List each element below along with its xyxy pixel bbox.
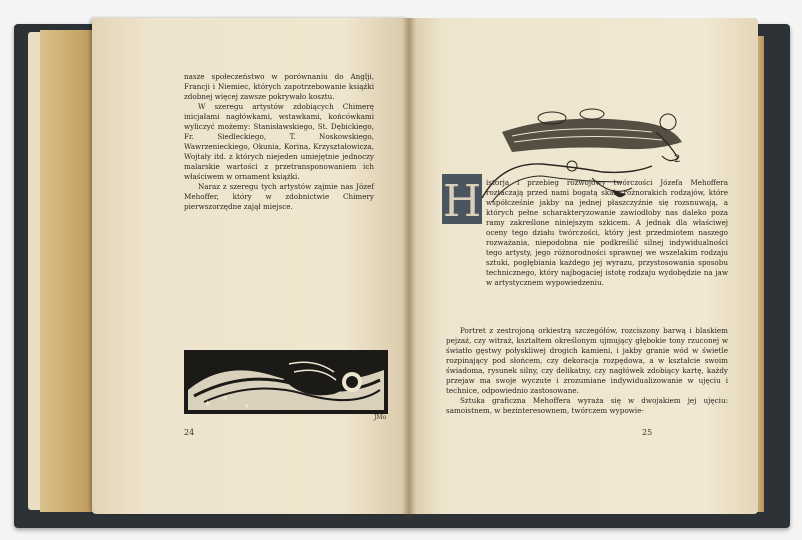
left-page bbox=[92, 18, 408, 514]
svg-text:2: 2 bbox=[674, 154, 681, 165]
page-number-left: 24 bbox=[184, 428, 195, 437]
left-paragraph: nasze społeczeństwo w porównaniu do Anglji, Francji i Niemiec, których zapotrzebowanie książki zdobnej więcej zawsze pokrywało kosztu. bbox=[184, 72, 374, 101]
right-page bbox=[408, 18, 758, 514]
left-page-text bbox=[184, 72, 374, 212]
woodcut-tailpiece bbox=[184, 350, 388, 414]
svg-text:★: ★ bbox=[222, 394, 229, 402]
woodcut-monogram: JMo bbox=[374, 414, 387, 421]
right-first-paragraph bbox=[486, 178, 728, 288]
drop-cap-ornament bbox=[442, 174, 482, 224]
left-paragraph: W szeregu artystów zdobiących Chimerę inicjałami nagłówkami, wstawkami, końcówkami wyliczyć możemy: Stanisławskiego, St. Dębickiego, Fr. Siedleckiego, T. Noskowskiego, Wawrzenieckiego, Okunia, Korina, Krzyształowicza, Wojtały itd. z których niejeden umiejętnie jednoczy malarskie wartości z przetransponowaniem ich właściwem w ornament książki. bbox=[184, 102, 374, 181]
right-paragraph: Sztuka graficzna Mehoffera wyraża się w dwojakiem jej ujęciu: samoistnem, w bezinteresownem, twórczem wypowie- bbox=[446, 396, 728, 415]
left-paragraph: Naraz z szeregu tych artystów zajmie nas Józef Mehoffer, który w zdobnictwie Chimery pierwszorzędne zajął miejsce. bbox=[184, 182, 374, 211]
page-number-right: 25 bbox=[642, 428, 653, 437]
right-paragraph: istorja i przebieg rozwojowy twórczości Józefa Mehoffera roztaczają przed nami bogatą skalę różnorakich rodzajów, które współcześnie jakby na jednej płaszczyźnie się rozsnuwają, a których pełne scharakteryzowanie zawiodłoby nas daleko poza ramy zakreślone niniejszym szkicem. A jednak dla właściwej oceny tego działu twórczości, który jest przedmiotem naszego rozważania, niepodobna nie podkreślić silnej indywidualności tego artysty, jego różnorodności sprawnej we wszelakim rodzaju sztuki, pogłębiania każdego jej wyrazu, przystosowania sposobu technicznego, który najbogaciej istotę rodzaju wydobędzie na jaw w artystycznem wypowiedzeniu. bbox=[486, 178, 728, 287]
drop-cap-letter: H bbox=[442, 176, 482, 224]
right-page-text bbox=[446, 326, 728, 416]
svg-text:★: ★ bbox=[244, 403, 250, 410]
right-paragraph: Portret z zestrojoną orkiestrą szczegółów, rozciszony barwą i blaskiem pejzaż, czy witraż, kształtem określonym ujmujący głębokie tony rzuconej w światło gęstwy połyskliwej drogich kamieni, i jakby granie wód w świetle rozpinający pod słońcem, czy dekoracja rozpędowa, a w kształcie swoim świadoma, rysunek silny, czy delikatny, czy nagłówek zdobiący kartę, każdy przejaw ma swoje wyczute i zrozumiane indywidualizowanie w ujęciu i technice, odpowiednio zastosowane. bbox=[446, 326, 728, 395]
svg-text:★: ★ bbox=[204, 399, 212, 408]
book-gutter bbox=[402, 18, 416, 518]
page-edges-left-aged bbox=[40, 30, 100, 512]
